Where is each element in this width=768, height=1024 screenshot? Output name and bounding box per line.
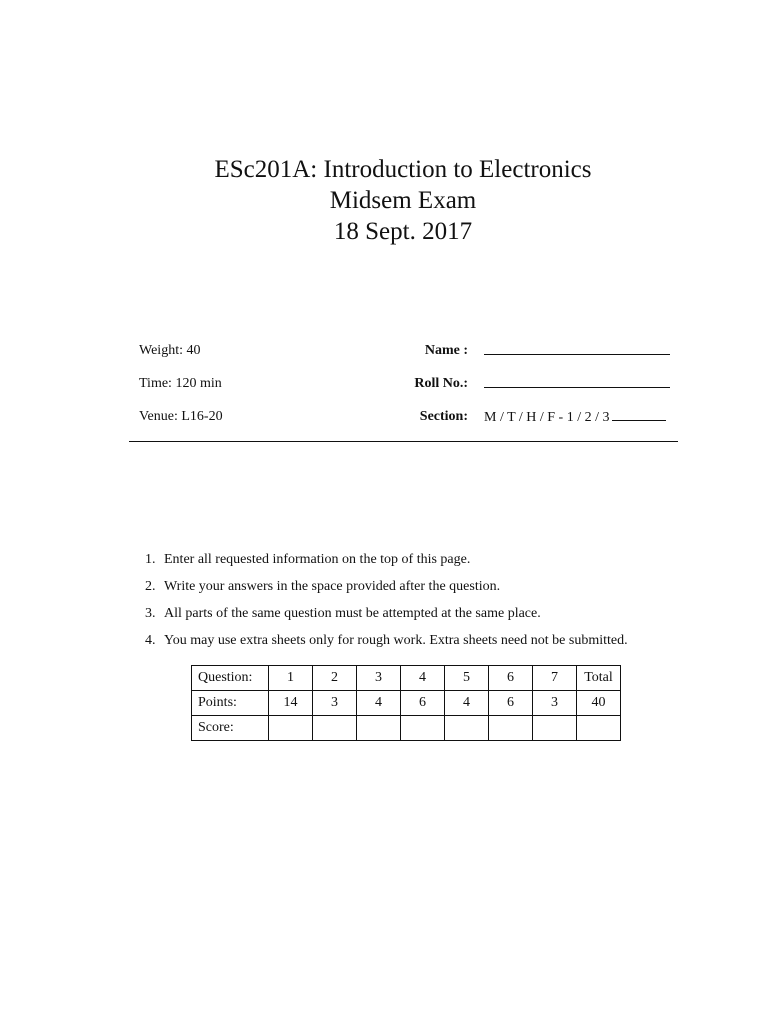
- instruction-text: Write your answers in the space provided after the question.: [164, 579, 501, 594]
- instruction-number: 4.: [145, 633, 156, 648]
- question-cell: 6: [489, 666, 533, 691]
- instruction-item: [145, 578, 628, 605]
- score-cell-total[interactable]: [577, 716, 621, 741]
- points-cell-total: 40: [577, 691, 621, 716]
- points-cell: 3: [313, 691, 357, 716]
- instruction-number: 1.: [145, 552, 156, 567]
- question-cell: 2: [313, 666, 357, 691]
- venue-info: Venue: L16-20: [139, 409, 223, 424]
- header-divider: [129, 441, 678, 442]
- section-field[interactable]: [484, 408, 666, 427]
- instruction-item: [145, 632, 628, 659]
- points-cell: 6: [489, 691, 533, 716]
- exam-name: Midsem Exam: [329, 187, 477, 214]
- roll-number-field[interactable]: [484, 387, 670, 388]
- time-info: Time: 120 min: [139, 376, 222, 391]
- points-table: [191, 665, 621, 741]
- instruction-number: 2.: [145, 579, 156, 594]
- section-label: Section:: [419, 409, 468, 424]
- name-field[interactable]: [484, 354, 670, 355]
- instruction-text: All parts of the same question must be attempted at the same place.: [164, 606, 541, 621]
- score-cell[interactable]: [357, 716, 401, 741]
- score-cell[interactable]: [533, 716, 577, 741]
- question-cell: 7: [533, 666, 577, 691]
- points-cell: 14: [269, 691, 313, 716]
- points-cell: 4: [357, 691, 401, 716]
- points-cell: 4: [445, 691, 489, 716]
- points-row: [192, 691, 621, 716]
- roll-number-label: Roll No.:: [414, 376, 468, 391]
- question-cell: 4: [401, 666, 445, 691]
- score-cell[interactable]: [445, 716, 489, 741]
- score-cell[interactable]: [269, 716, 313, 741]
- question-row-label: Question:: [192, 666, 269, 691]
- question-cell: 3: [357, 666, 401, 691]
- section-options: M / T / H / F - 1 / 2 / 3: [484, 410, 610, 425]
- points-row-label: Points:: [192, 691, 269, 716]
- question-cell: 5: [445, 666, 489, 691]
- points-cell: 6: [401, 691, 445, 716]
- instruction-item: [145, 605, 628, 632]
- points-cell: 3: [533, 691, 577, 716]
- score-row-label: Score:: [192, 716, 269, 741]
- instruction-item: [145, 551, 628, 578]
- score-cell[interactable]: [489, 716, 533, 741]
- score-row: [192, 716, 621, 741]
- score-cell[interactable]: [401, 716, 445, 741]
- instructions-list: [145, 551, 628, 659]
- name-label: Name :: [424, 343, 468, 358]
- instruction-text: You may use extra sheets only for rough work. Extra sheets need not be submitted.: [164, 633, 628, 648]
- score-cell[interactable]: [313, 716, 357, 741]
- question-cell: 1: [269, 666, 313, 691]
- instruction-text: Enter all requested information on the top of this page.: [164, 552, 471, 567]
- exam-date: 18 Sept. 2017: [333, 218, 473, 245]
- question-row: [192, 666, 621, 691]
- instruction-number: 3.: [145, 606, 156, 621]
- question-cell-total: Total: [577, 666, 621, 691]
- weight-info: Weight: 40: [139, 343, 201, 358]
- course-title: ESc201A: Introduction to Electronics: [214, 156, 592, 183]
- section-blank-line: [612, 408, 666, 421]
